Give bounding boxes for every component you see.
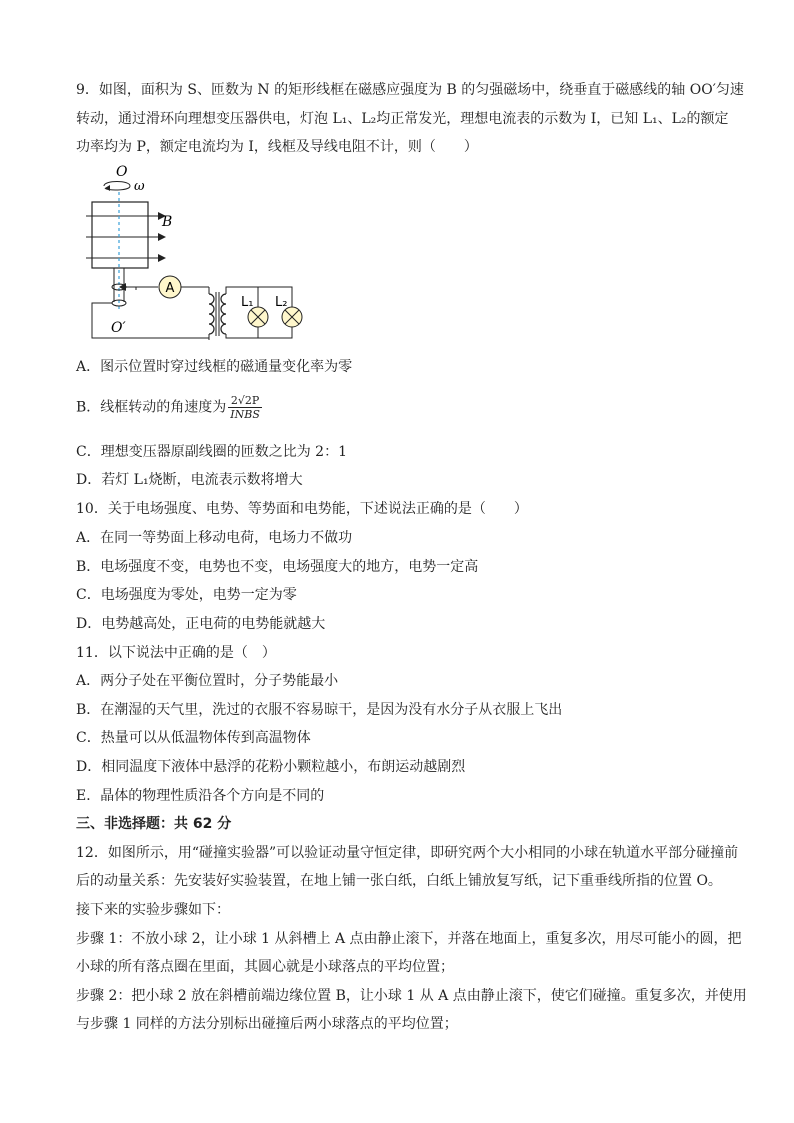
q9-option-a: A．图示位置时穿过线框的磁通量变化率为零 — [76, 359, 353, 375]
axis-label-O: O — [116, 164, 128, 180]
q11-option-a: A．两分子处在平衡位置时，分子势能最小 — [76, 673, 339, 689]
q9-stem-line-2: 转动，通过滑环向理想变压器供电，灯泡 L₁、L₂均正常发光，理想电流表的示数为 I，已知 L₁、L₂的额定 — [76, 111, 729, 127]
q10-option-c: C．电场强度为零处，电势一定为零 — [76, 587, 297, 603]
bulb-L2-label: L₂ — [275, 295, 288, 310]
field-label-B: B — [162, 214, 173, 230]
q12-line-5: 小球的所有落点圈在里面，其圆心就是小球落点的平均位置； — [76, 959, 454, 975]
q9-option-d: D．若灯 L₁烧断，电流表示数将增大 — [76, 472, 303, 488]
q12-line-2: 后的动量关系：先安装好实验装置，在地上铺一张白纸，白纸上铺放复写纸，记下重垂线所指的位置 O。 — [76, 873, 722, 889]
fraction-numerator: 2√2P — [228, 394, 262, 408]
bulb-L1-label: L₁ — [241, 295, 254, 310]
generator-transformer-circuit-figure — [86, 160, 326, 340]
q12-line-1: 12．如图所示，用“碰撞实验器”可以验证动量守恒定律，即研究两个大小相同的小球在轨道水平部分碰撞前 — [76, 845, 739, 861]
ammeter-label: A — [165, 281, 175, 296]
q10-option-b: B．电场强度不变，电势也不变，电场强度大的地方，电势一定高 — [76, 559, 479, 575]
section-heading: 三、非选择题：共 62 分 — [76, 816, 232, 832]
q9-option-b-text: B．线框转动的角速度为 — [76, 399, 227, 416]
magnetic-field-lines — [86, 216, 158, 258]
q11-option-c: C．热量可以从低温物体传到高温物体 — [76, 730, 311, 746]
q10-option-a: A．在同一等势面上移动电荷，电场力不做功 — [76, 530, 353, 546]
axis-label-O-prime: O′ — [111, 320, 126, 336]
secondary-coil — [221, 294, 226, 334]
q9-option-b — [76, 394, 262, 421]
q9-stem-line-3: 功率均为 P，额定电流均为 I，线框及导线电阻不计，则（ ） — [76, 139, 478, 155]
q12-line-7: 与步骤 1 同样的方法分别标出碰撞后两小球落点的平均位置； — [76, 1016, 458, 1032]
bulb-L1-icon — [248, 307, 268, 327]
rotation-arrowhead-icon — [105, 185, 110, 191]
q12-line-3: 接下来的实验步骤如下： — [76, 902, 230, 918]
q9-stem-line-1: 9．如图，面积为 S、匝数为 N 的矩形线框在磁感应强度为 B 的匀强磁场中，绕垂直于磁感线的轴 OO′匀速 — [76, 82, 744, 98]
q10-option-d: D．电势越高处，正电荷的电势能就越大 — [76, 616, 326, 632]
q12-line-4: 步骤 1：不放小球 2，让小球 1 从斜槽上 A 点由静止滚下，并落在地面上，重复多次，用尽可能小的圆，把 — [76, 931, 742, 947]
q10-stem: 10．关于电场强度、电势、等势面和电势能，下述说法正确的是（ ） — [76, 501, 528, 517]
bulb-L2-icon — [282, 307, 302, 327]
q11-option-b: B．在潮湿的天气里，洗过的衣服不容易晾干，是因为没有水分子从衣服上飞出 — [76, 702, 563, 718]
primary-coil — [209, 294, 214, 334]
angular-velocity-fraction — [228, 394, 262, 421]
q11-option-e: E．晶体的物理性质沿各个方向是不同的 — [76, 788, 325, 804]
omega-label: ω — [134, 179, 145, 194]
q11-option-d: D．相同温度下液体中悬浮的花粉小颗粒越小，布朗运动越剧烈 — [76, 759, 466, 775]
q9-option-c: C．理想变压器原副线圈的匝数之比为 2：1 — [76, 444, 347, 460]
q12-line-6: 步骤 2：把小球 2 放在斜槽前端边缘位置 B，让小球 1 从 A 点由静止滚下，使它们碰撞。重复多次，并使用 — [76, 988, 747, 1004]
fraction-denominator: INBS — [230, 408, 260, 421]
q11-stem: 11．以下说法中正确的是（ ） — [76, 645, 276, 661]
